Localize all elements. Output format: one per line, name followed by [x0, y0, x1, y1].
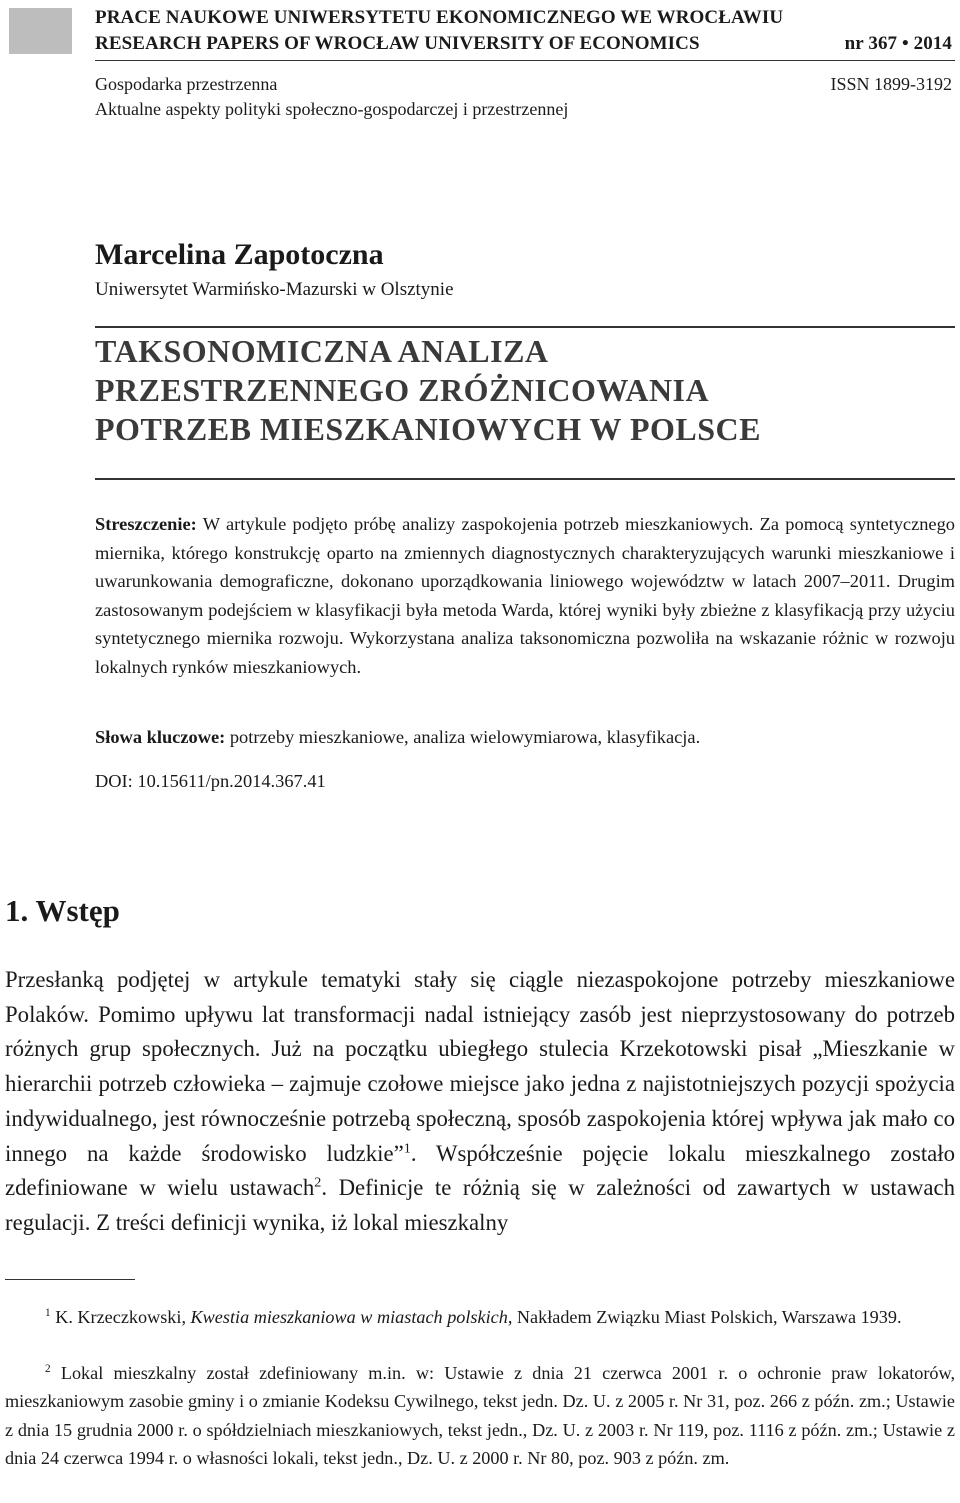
keywords-text: potrzeby mieszkaniowe, analiza wielowymiarowa, klasyfikacja.	[225, 727, 701, 747]
journal-name-pl: PRACE NAUKOWE UNIWERSYTETU EKONOMICZNEGO WE WROCŁAWIU	[95, 7, 784, 28]
journal-name-en: RESEARCH PAPERS OF WROCŁAW UNIVERSITY OF ECONOMICS	[95, 33, 700, 54]
footnote-number: 1	[45, 1306, 51, 1319]
footnote-text: Lokal mieszkalny został zdefiniowany m.in. w: Ustawie z dnia 21 czerwca 2001 r. o ochronie praw lokatorów, mieszkaniowym zasobie gminy i o zmianie Kodeksu Cywilnego, tekst jedn. Dz. U. z 2005 r. Nr 31, poz. 266 z późn. zm.; Ustawie z dnia 15 grudnia 2000 r. o spółdzielniach mieszkaniowych, tekst jedn., Dz. U. z 2003 r. Nr 119, poz. 1116 z późn. zm.; Ustawie z dnia 24 czerwca 1994 r. o własności lokali, tekst jedn., Dz. U. z 2000 r. Nr 80, poz. 903 z późn. zm.	[5, 1363, 955, 1468]
body-text-part: . Definicje te różnią się w zależności od zawartych w ustawach regulacji. Z treści definicji wynika, iż lokal mieszkalny	[5, 1175, 955, 1235]
author-affiliation: Uniwersytet Warmińsko-Mazurski w Olsztynie	[95, 279, 454, 300]
footnote-cited-title: Kwestia mieszkaniowa w miastach polskich	[190, 1307, 508, 1327]
keywords	[95, 727, 700, 748]
series-title: Gospodarka przestrzenna	[95, 74, 278, 94]
article-title-line: TAKSONOMICZNA ANALIZA	[95, 333, 549, 369]
title-rule-bottom	[95, 478, 955, 480]
title-rule-top	[95, 326, 955, 328]
issn: ISSN 1899-3192	[830, 74, 952, 94]
series-subtitle: Aktualne aspekty polityki społeczno-gospodarczej i przestrzennej	[95, 99, 569, 119]
article-title	[95, 332, 761, 449]
footnote-1	[5, 1303, 955, 1331]
article-title-line: PRZESTRZENNEGO ZRÓŻNICOWANIA	[95, 372, 710, 408]
body-text-part: . Współcześnie pojęcie lokalu mieszkalnego zostało zdefiniowane w wielu ustawach	[5, 1140, 956, 1201]
doi: DOI: 10.15611/pn.2014.367.41	[95, 771, 326, 791]
footnote-number: 2	[45, 1362, 51, 1375]
footnote-text: , Nakładem Związku Miast Polskich, Warszawa 1939.	[507, 1307, 902, 1327]
footnote-rule	[5, 1279, 135, 1280]
issue-number: nr 367 • 2014	[844, 33, 952, 54]
article-title-line: POTRZEB MIESZKANIOWYCH W POLSCE	[95, 411, 761, 447]
footnote-text: K. Krzeczkowski,	[50, 1307, 191, 1327]
section-heading: 1. Wstęp	[5, 893, 120, 928]
section-body	[5, 963, 955, 1241]
keywords-label: Słowa kluczowe:	[95, 727, 226, 747]
footnote-ref: 2	[314, 1174, 322, 1191]
header-rule	[95, 60, 955, 61]
footnote-ref: 1	[403, 1139, 411, 1156]
author-name: Marcelina Zapotoczna	[95, 238, 384, 271]
abstract-label: Streszczenie:	[95, 514, 197, 534]
header-gray-block	[9, 8, 72, 54]
abstract-text: W artykule podjęto próbę analizy zaspokojenia potrzeb mieszkaniowych. Za pomocą syntetycznego miernika, którego konstrukcję oparto na zmiennych diagnostycznych charakteryzujących warunki mieszkaniowe i uwarunkowania demograficzne, dokonano uporządkowania liniowego województw w latach 2007–2011. Drugim zastosowanym podejściem w klasyfikacji była metoda Warda, której wyniki były zbieżne z klasyfikacją przy użyciu syntetycznego miernika rozwoju. Wykorzystana analiza taksonomiczna pozwoliła na wskazanie różnic w rozwoju lokalnych rynków mieszkaniowych.	[95, 514, 955, 677]
body-text-part: Przesłanką podjętej w artykule tematyki stały się ciągle niezaspokojone potrzeby mieszkaniowe Polaków. Pomimo upływu lat transformacji nadal istniejący zasób jest nieprzystosowany do potrzeb różnych grup społecznych. Już na początku ubiegłego stulecia Krzekotowski pisał „Mieszkanie w hierarchii potrzeb człowieka – zajmuje czołowe miejsce jako jedna z najistotniejszych pozycji spożycia indywidualnego, jest równocześnie potrzebą społeczną, sposób zaspokojenia której wpływa jak mało co innego na każde środowisko ludzkie”	[5, 967, 955, 1166]
abstract	[95, 510, 955, 682]
footnote-2	[5, 1359, 955, 1472]
